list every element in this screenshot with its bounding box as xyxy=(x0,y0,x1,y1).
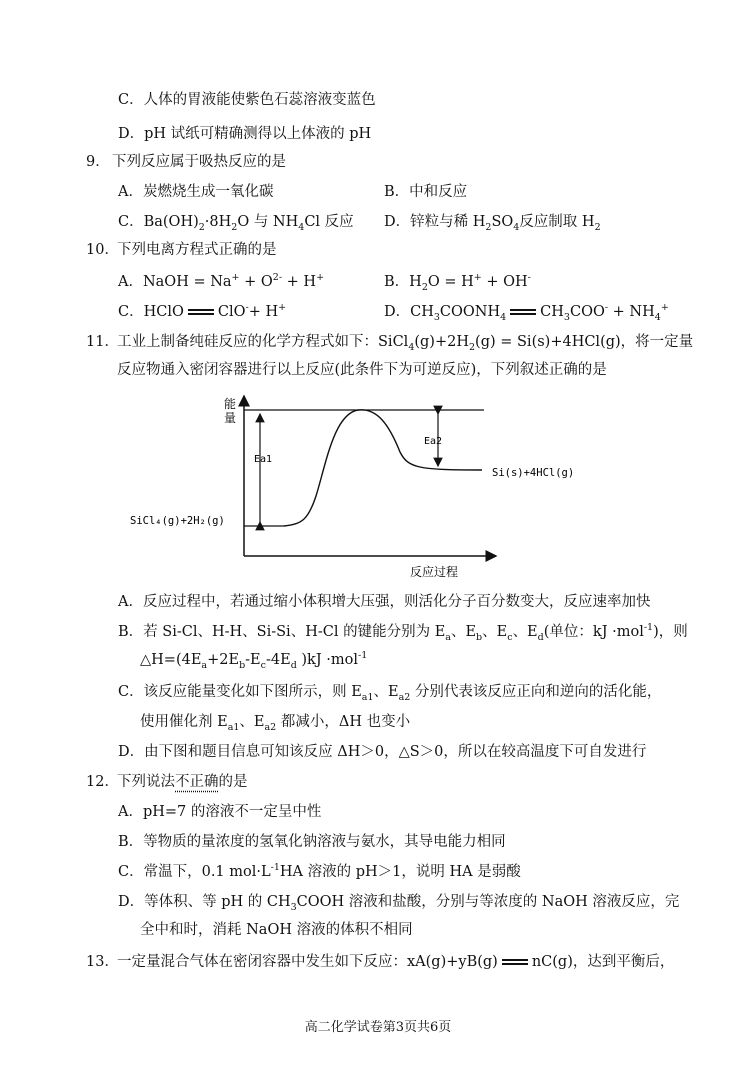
q11-option-c-line1: C．该反应能量变化如下图所示，则 $E_{a1}$、$E_{a2}$ 分别代表该反应正向和逆向的活化能， xyxy=(118,684,662,703)
energy-diagram xyxy=(120,392,575,580)
equilibrium-arrow-icon xyxy=(502,958,528,966)
q12-option-a: A．pH=7 的溶液不一定呈中性 xyxy=(118,804,322,820)
q11-option-d: D．由下图和题目信息可知该反应 ΔH＞0，△S＞0，所以在较高温度下可自发进行 xyxy=(118,744,647,760)
y-axis-label-2: 量 xyxy=(224,411,237,425)
q13-number: 13． xyxy=(86,954,119,970)
q12-stem: 下列说法不正确的是 xyxy=(117,774,248,790)
q9-option-b: B．中和反应 xyxy=(384,184,468,200)
ea2-label: Ea2 xyxy=(424,436,443,447)
q10-option-c: C．HClO ClO-+ H+ xyxy=(118,302,287,320)
page-footer: 高二化学试卷第3页共6页 xyxy=(304,1020,452,1035)
q9-option-d: D．锌粒与稀 $H_2SO_4$反应制取 $H_2$ xyxy=(384,214,601,233)
q9-option-a: A．炭燃烧生成一氧化碳 xyxy=(118,184,274,200)
q11-stem-line1: 工业上制备纯硅反应的化学方程式如下：$SiCl_4(g)+2H_2(g) = Si(s)+4HCl(g)$，将一定量 xyxy=(117,334,694,353)
q11-option-b-line2: $\triangle H=(4E_a+2E_b-E_c-4E_d$ )kJ ·mol$^{-1}$ xyxy=(140,650,368,671)
q12-option-c: C．常温下，0.1 $mol\cdot L^{-1}HA$ 溶液的 pH＞1，说明 HA 是弱酸 xyxy=(118,862,521,880)
q10-option-d: D．$CH_3COONH_4$ $CH_3COO^- + NH_4^+$ xyxy=(384,302,669,323)
q11-number: 11． xyxy=(86,334,119,350)
q9-stem: 下列反应属于吸热反应的是 xyxy=(112,154,286,170)
q11-option-b-line1: B．若 Si-Cl、H-H、Si-Si、H-Cl 的键能分别为 $E_a$、$E_b$、$E_c$、$E_d$(单位：kJ ·mol$^{-1}$)，则 xyxy=(118,622,688,643)
reactant-label: SiCl₄(g)+2H₂(g) xyxy=(130,515,225,527)
emphasis-dots: 不正确 xyxy=(175,774,219,790)
product-label: Si(s)+4HCl(g) xyxy=(492,467,575,479)
equilibrium-arrow-icon xyxy=(510,308,536,316)
q8-option-c: C．人体的胃液能使紫色石蕊溶液变蓝色 xyxy=(118,92,376,108)
q8-option-d: D．pH 试纸可精确测得以上体液的 pH xyxy=(118,126,372,142)
energy-curve xyxy=(284,410,482,526)
q11-option-a: A．反应过程中，若通过缩小体积增大压强，则活化分子百分数变大，反应速率加快 xyxy=(118,594,651,610)
y-axis-label-1: 能 xyxy=(224,397,237,411)
q11-stem-line2: 反应物通入密闭容器进行以上反应(此条件下为可逆反应)，下列叙述正确的是 xyxy=(117,362,607,378)
q9-number: 9． xyxy=(86,154,110,170)
q13-stem: 一定量混合气体在密闭容器中发生如下反应：xA(g)+yB(g) nC(g)，达到平衡后， xyxy=(117,954,675,970)
ea1-label: Ea1 xyxy=(254,454,273,465)
q10-number: 10． xyxy=(86,242,119,258)
q12-option-d-line2: 全中和时，消耗 NaOH 溶液的体积不相同 xyxy=(140,922,413,938)
q11-option-c-line2: 使用催化剂 $E_{a1}$、$E_{a2}$ 都减小，ΔH 也变小 xyxy=(140,714,411,733)
q12-option-d-line1: D．等体积、等 pH 的 $CH_3COOH$ 溶液和盐酸，分别与等浓度的 NaOH 溶液反应，完 xyxy=(118,894,680,913)
x-axis-label: 反应过程 xyxy=(410,565,459,579)
equilibrium-arrow-icon xyxy=(188,308,214,316)
q9-option-c: C．$Ba(OH)_2\cdot 8H_2O$ 与 $NH_4Cl$ 反应 xyxy=(118,214,354,233)
q10-stem: 下列电离方程式正确的是 xyxy=(117,242,277,258)
q12-option-b: B．等物质的量浓度的氢氧化钠溶液与氨水，其导电能力相同 xyxy=(118,834,506,850)
q10-option-b: B．$H_2O = H^+ + OH^-$ xyxy=(384,272,531,293)
q12-number: 12． xyxy=(86,774,119,790)
q10-option-a: A．NaOH = $Na^+ + O^{2-} + H^+$ xyxy=(118,272,325,290)
